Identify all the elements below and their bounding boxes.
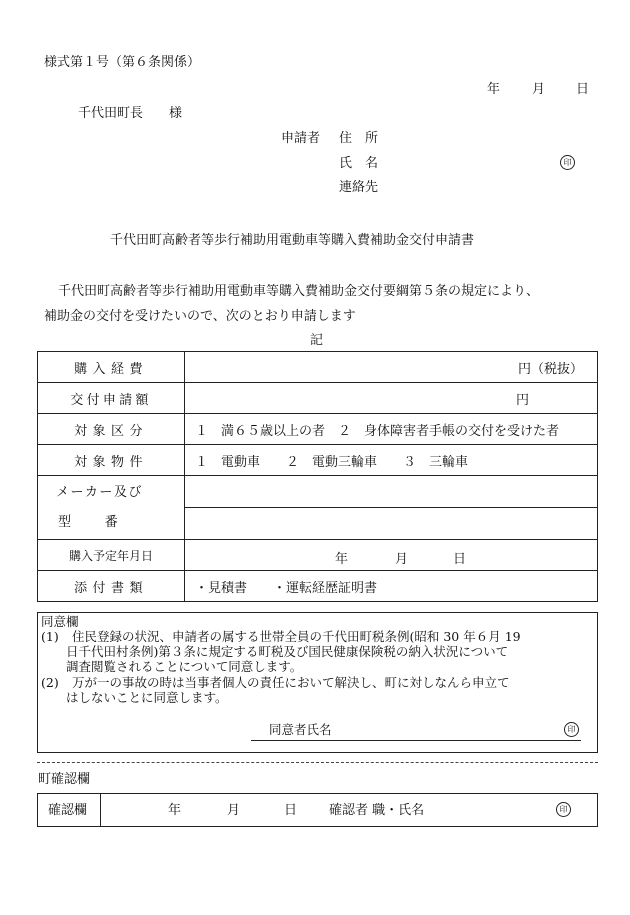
consent-box (37, 612, 598, 753)
consent-item1-number: (1) (41, 629, 59, 644)
purchase-day: 日 (453, 552, 467, 567)
addressee: 千代田町長 様 (78, 106, 183, 121)
row-purchase-cost (38, 352, 598, 383)
confirmer-label: 確認者 職・氏名 (329, 803, 425, 818)
cut-line (37, 762, 598, 763)
consent-item2-number: (2) (41, 675, 59, 690)
consent-seal: 印 (564, 722, 579, 737)
confirm-label-cell (38, 794, 101, 826)
date-month: 月 (532, 82, 546, 97)
item-options[interactable]: １ 電動車 ２ 電動三輪車 ３ 三輪車 (185, 445, 598, 476)
consent-item1-line1: 住民登録の状況、申請者の属する世帯全員の千代田町税条例(昭和 30 年６月 19 (72, 629, 521, 644)
maker-label: メーカー及び (56, 484, 144, 500)
consent-item1-line3: 調査閲覧されることについて同意します。 (66, 659, 303, 674)
grant-amount-label: 交付申請額 (70, 392, 152, 408)
purchase-cost-label: 購入経費 (74, 361, 148, 377)
ki-mark: 記 (310, 333, 324, 348)
purchase-month: 月 (395, 552, 409, 567)
applicant-contact-label: 連絡先 (339, 180, 379, 195)
consent-item1-line2: 日千代田村条例)第３条に規定する町税及び国民健康保険税の納入状況について (66, 644, 509, 659)
row-attachments (38, 571, 598, 602)
purchase-cost-field[interactable]: 円（税抜） (185, 352, 598, 383)
document-title: 千代田町高齢者等歩行補助用電動車等購入費補助金交付申請書 (110, 233, 475, 248)
item-label: 対象物件 (74, 454, 148, 470)
consent-signer-label: 同意者氏名 (269, 722, 332, 737)
purchase-date-field[interactable] (185, 540, 598, 571)
model-field[interactable] (185, 508, 598, 540)
purchase-date-label: 購入予定年月日 (68, 548, 153, 563)
eligibility-options[interactable]: １ 満６５歳以上の者 ２ 身体障害者手帳の交付を受けた者 (185, 414, 598, 445)
town-confirmation-box (37, 793, 598, 827)
intro-line-2: 補助金の交付を受けたいので、次のとおり申請します (44, 309, 356, 324)
grant-amount-field[interactable]: 円 (185, 383, 598, 414)
applicant-label: 申請者 (281, 131, 321, 146)
confirm-seal: 印 (556, 802, 571, 817)
date-day: 日 (576, 82, 590, 97)
consent-item2-line2: はしないことに同意します。 (66, 690, 228, 705)
confirm-day: 日 (284, 803, 298, 818)
row-maker-1 (38, 476, 598, 508)
applicant-address-label: 住 所 (339, 131, 379, 146)
purchase-year: 年 (335, 552, 349, 567)
confirm-year: 年 (168, 803, 182, 818)
attachments-field[interactable]: ・見積書 ・運転経歴証明書 (185, 571, 598, 602)
town-section-heading: 町確認欄 (38, 772, 91, 787)
applicant-seal: 印 (560, 155, 575, 170)
row-eligibility (38, 414, 598, 445)
attachments-label: 添付書類 (74, 580, 148, 596)
eligibility-label: 対象区分 (74, 423, 148, 439)
date-year: 年 (487, 82, 501, 97)
row-item (38, 445, 598, 476)
consent-item2-line1: 万が一の事故の時は当事者個人の責任において解決し、町に対しなんら申立て (72, 675, 510, 690)
applicant-name-label: 氏 名 (339, 156, 379, 171)
maker-field[interactable] (185, 476, 598, 508)
row-grant-amount (38, 383, 598, 414)
form-number: 様式第１号（第６条関係） (44, 55, 201, 70)
application-table (37, 351, 598, 602)
model-label: 型 番 (58, 514, 121, 530)
row-purchase-date (38, 540, 598, 571)
consent-signature-line[interactable] (251, 723, 581, 741)
intro-line-1: 千代田町高齢者等歩行補助用電動車等購入費補助金交付要綱第５条の規定により、 (58, 284, 540, 299)
confirm-label: 確認欄 (48, 803, 88, 818)
confirm-month: 月 (227, 803, 241, 818)
consent-heading: 同意欄 (41, 614, 79, 629)
